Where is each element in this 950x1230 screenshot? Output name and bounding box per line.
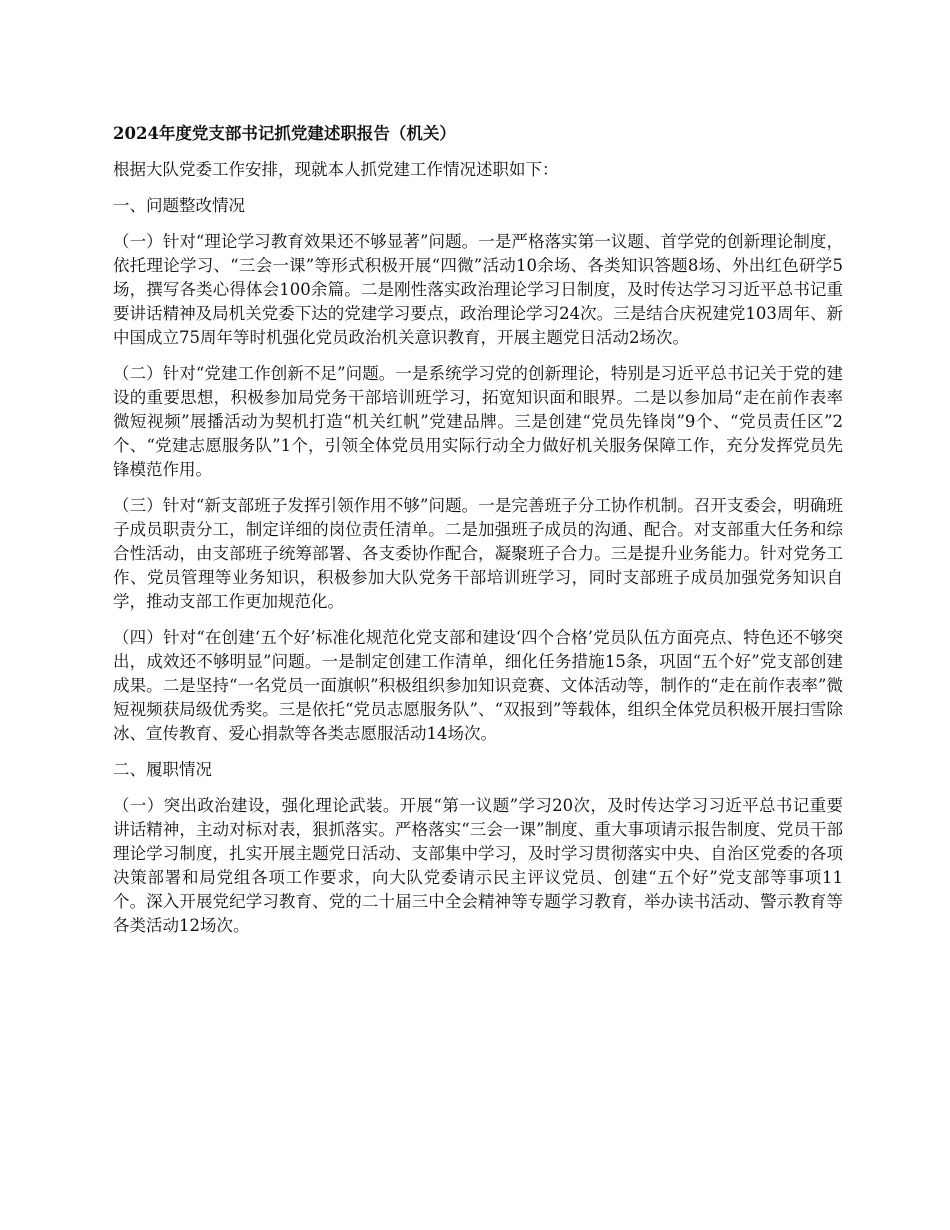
paragraph-political-building: （一）突出政治建设，强化理论武装。开展“第一议题”学习20次，及时传达学习习近平总书记重要讲话精神，主动对标对表，狠抓落实。严格落实“三会一课”制度、重大事项请示报告制度、党员干部理论学习制度，扎实开展主题党日活动、支部集中学习，及时学习贯彻落实中央、自治区党委的各项决策部署和局党组各项工作要求，向大队党委请示民主评议党员、创建“五个好”党支部等事项11个。深入开展党纪学习教育、党的二十届三中全会精神等专题学习教育，举办读书活动、警示教育等各类活动12场次。 — [113, 796, 843, 935]
intro-paragraph: 根据大队党委工作安排，现就本人抓党建工作情况述职如下： — [113, 160, 559, 179]
document-title: 2024年度党支部书记抓党建述职报告（机关） — [113, 124, 456, 143]
paragraph-innovation: （二）针对“党建工作创新不足”问题。一是系统学习党的创新理论，特别是习近平总书记关于党的建设的重要思想，积极参加局党务干部培训班学习，拓宽知识面和眼界。二是以参加局“走在前作表率微短视频”展播活动为契机打造“机关红帆”党建品牌。三是创建“党员先锋岗”9个、“党员责任区”2个、“党建志愿服务队”1个，引领全体党员用实际行动全力做好机关服务保障工作，充分发挥党员先锋模范作用。 — [113, 364, 843, 479]
paragraph-branch-leadership: （三）针对“新支部班子发挥引领作用不够”问题。一是完善班子分工协作机制。召开支委会，明确班子成员职责分工，制定详细的岗位责任清单。二是加强班子成员的沟通、配合。对支部重大任务和综合性活动，由支部班子统筹部署、各支委协作配合，凝聚班子合力。三是提升业务能力。针对党务工作、党员管理等业务知识，积极参加大队党务干部培训班学习，同时支部班子成员加强党务知识自学，推动支部工作更加规范化。 — [113, 496, 843, 611]
paragraph-theory-study: （一）针对“理论学习教育效果还不够显著”问题。一是严格落实第一议题、首学党的创新理论制度，依托理论学习、“三会一课”等形式积极开展“四微”活动10余场、各类知识答题8场、外出红色研学5场，撰写各类心得体会100余篇。二是刚性落实政治理论学习日制度，及时传达学习习近平总书记重要讲话精神及局机关党委下达的党建学习要点，政治理论学习24次。三是结合庆祝建党103周年、新中国成立75周年等时机强化党员政治机关意识教育，开展主题党日活动2场次。 — [113, 232, 843, 347]
section-heading-problem-rectification: 一、问题整改情况 — [113, 196, 245, 215]
section-heading-duty-performance: 二、履职情况 — [113, 760, 212, 779]
document-page — [113, 122, 843, 950]
paragraph-five-good-branch: （四）针对“在创建‘五个好’标准化规范化党支部和建设‘四个合格’党员队伍方面亮点、特色还不够突出，成效还不够明显”问题。一是制定创建工作清单，细化任务措施15条，巩固“五个好”党支部创建成果。二是坚持“一名党员一面旗帜”积极组织参加知识竞赛、文体活动等，制作的“走在前作表率”微短视频获局级优秀奖。三是依托“党员志愿服务队”、“双报到”等载体，组织全体党员积极开展扫雪除冰、宣传教育、爱心捐款等各类志愿服活动14场次。 — [113, 628, 843, 743]
